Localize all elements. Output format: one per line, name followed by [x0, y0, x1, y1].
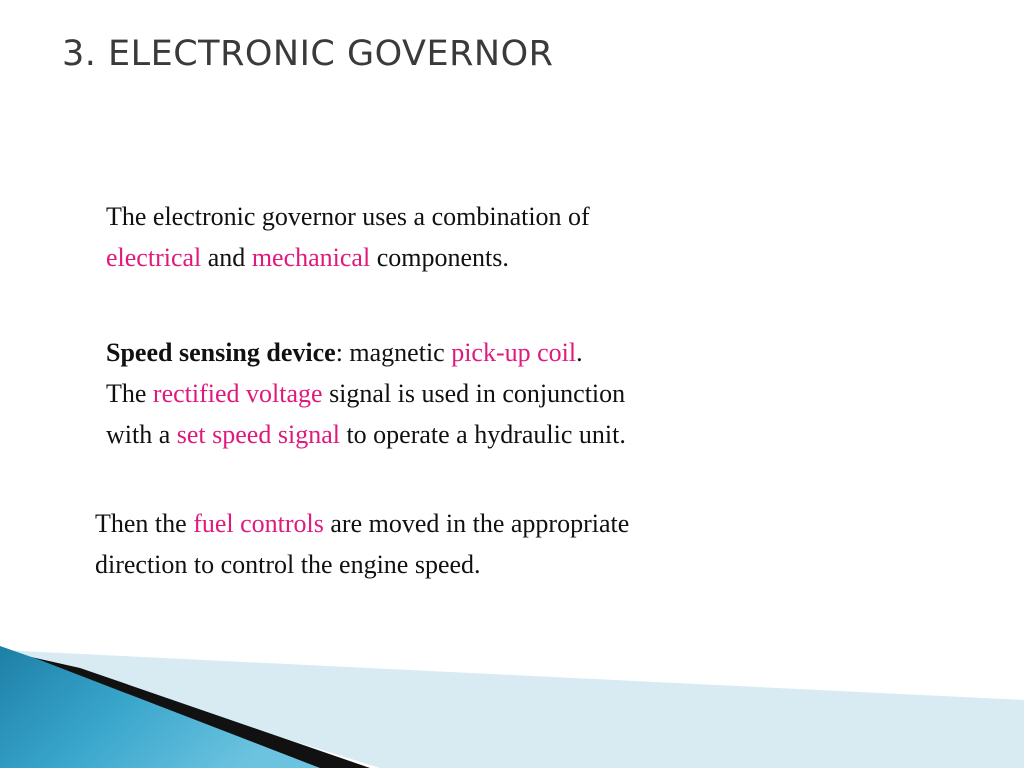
slide-title: 3. ELECTRONIC GOVERNOR: [62, 34, 554, 74]
term-mechanical: mechanical: [251, 243, 371, 272]
p2-dot: .: [576, 338, 583, 367]
term-speed-sensing-device: Speed sensing device: [106, 338, 336, 367]
p1-line1: The electronic governor uses a combination of: [106, 202, 590, 231]
decor-light-band: [0, 650, 1024, 768]
p2-the: The: [106, 379, 153, 408]
p2-colon: : magnetic: [335, 338, 452, 367]
p1-and: and: [201, 243, 252, 272]
p2-with: with a: [106, 420, 177, 449]
p3-then: Then the: [95, 509, 194, 538]
p2-signal-text: signal is used in conjunction: [322, 379, 626, 408]
decor-black-stripe: [0, 650, 370, 768]
term-electrical: electrical: [106, 243, 202, 272]
p2-operate: to operate a hydraulic unit.: [339, 420, 626, 449]
p1-end: components.: [370, 243, 509, 272]
term-pick-up-coil: pick-up coil: [451, 338, 577, 367]
term-set-speed-signal: set speed signal: [176, 420, 340, 449]
decor-blue-wedge: [0, 646, 320, 768]
p3-line2: direction to control the engine speed.: [95, 550, 481, 579]
term-fuel-controls: fuel controls: [193, 509, 324, 538]
term-rectified-voltage: rectified voltage: [152, 379, 323, 408]
paragraph-speed-sensing: [106, 332, 626, 455]
p3-moved: are moved in the appropriate: [323, 509, 630, 538]
paragraph-fuel-controls: [95, 503, 629, 585]
paragraph-components: [106, 196, 590, 278]
